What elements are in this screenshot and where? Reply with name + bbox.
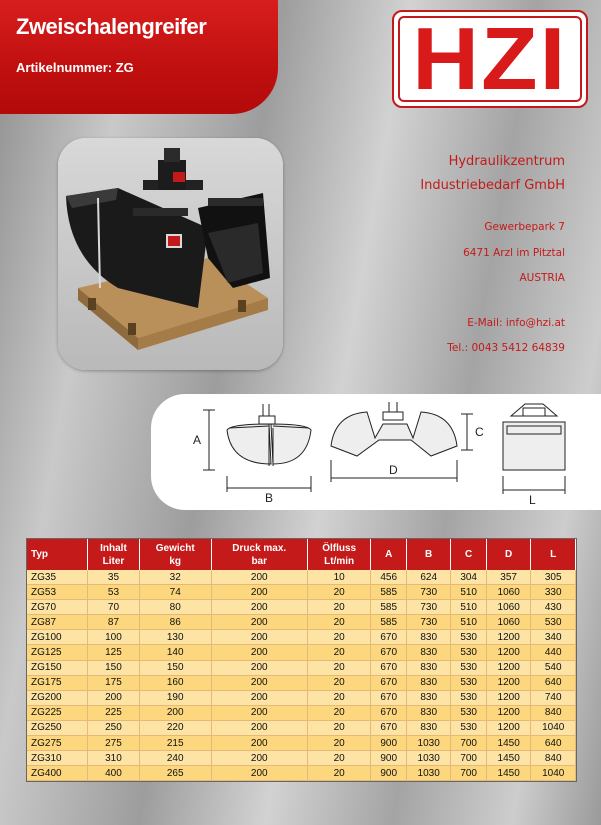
table-cell: 190	[139, 690, 211, 705]
table-row	[27, 600, 576, 615]
table-cell: 200	[211, 615, 307, 630]
table-cell: 1200	[486, 660, 531, 675]
table-cell: ZG200	[27, 690, 88, 705]
table-cell: 440	[531, 645, 576, 660]
table-cell: 670	[371, 675, 406, 690]
table-cell: 530	[451, 645, 486, 660]
table-cell: 830	[406, 675, 451, 690]
table-cell: 150	[88, 660, 140, 675]
table-cell: 200	[211, 690, 307, 705]
table-cell: 35	[88, 570, 140, 585]
table-cell: 530	[451, 690, 486, 705]
table-row	[27, 675, 576, 690]
header-banner	[0, 0, 278, 114]
table-cell: 1200	[486, 705, 531, 720]
table-cell: ZG53	[27, 585, 88, 600]
table-cell: ZG250	[27, 720, 88, 735]
table-cell: 80	[139, 600, 211, 615]
table-cell: 1060	[486, 600, 531, 615]
company-phone: Tel.: 0043 5412 64839	[447, 342, 565, 354]
table-cell: 1030	[406, 751, 451, 766]
table-cell: 86	[139, 615, 211, 630]
table-cell: 305	[531, 570, 576, 585]
column-header	[88, 539, 140, 570]
table-cell: 20	[307, 736, 371, 751]
table-row	[27, 630, 576, 645]
table-cell: 1200	[486, 720, 531, 735]
column-header	[211, 539, 307, 570]
column-header-line1: Druck max.	[232, 542, 287, 554]
column-header-line1: C	[465, 549, 473, 560]
table-cell: 1060	[486, 615, 531, 630]
table-cell: 20	[307, 751, 371, 766]
table-cell: 740	[531, 690, 576, 705]
table-cell: 130	[139, 630, 211, 645]
column-header	[27, 539, 88, 570]
table-cell: 1450	[486, 736, 531, 751]
table-cell: ZG225	[27, 705, 88, 720]
table-cell: 900	[371, 751, 406, 766]
column-header-line1: D	[505, 549, 513, 560]
specification-table	[26, 538, 577, 782]
hzi-logo	[392, 10, 588, 108]
table-row	[27, 570, 576, 585]
table-cell: 20	[307, 690, 371, 705]
table-cell: ZG87	[27, 615, 88, 630]
column-header-line1: Inhalt	[100, 542, 127, 554]
table-row	[27, 615, 576, 630]
table-cell: 700	[451, 751, 486, 766]
table-cell: ZG310	[27, 751, 88, 766]
table-cell: 400	[88, 766, 140, 781]
table-cell: 830	[406, 660, 451, 675]
table-cell: 200	[211, 736, 307, 751]
label-c: C	[475, 425, 484, 439]
table-cell: 1200	[486, 630, 531, 645]
table-cell: 840	[531, 751, 576, 766]
table-row	[27, 585, 576, 600]
table-cell: 200	[211, 630, 307, 645]
table-cell: 200	[139, 705, 211, 720]
table-cell: 830	[406, 690, 451, 705]
table-cell: 265	[139, 766, 211, 781]
table-cell: 585	[371, 600, 406, 615]
table-cell: 1030	[406, 766, 451, 781]
table-cell: 20	[307, 705, 371, 720]
table-cell: 200	[211, 675, 307, 690]
table-cell: 1450	[486, 751, 531, 766]
table-cell: ZG400	[27, 766, 88, 781]
table-cell: 670	[371, 660, 406, 675]
table-cell: 125	[88, 645, 140, 660]
technical-drawing-panel	[151, 394, 601, 510]
table-cell: 585	[371, 585, 406, 600]
table-cell: 20	[307, 766, 371, 781]
table-row	[27, 736, 576, 751]
table-cell: 830	[406, 645, 451, 660]
table-cell: 32	[139, 570, 211, 585]
table-cell: 250	[88, 720, 140, 735]
table-cell: 215	[139, 736, 211, 751]
table-cell: 510	[451, 615, 486, 630]
table-cell: 1060	[486, 585, 531, 600]
table-cell: ZG70	[27, 600, 88, 615]
table-cell: 330	[531, 585, 576, 600]
hzi-logo-inner	[398, 9, 582, 108]
table-cell: 730	[406, 615, 451, 630]
table-row	[27, 645, 576, 660]
table-cell: 175	[88, 675, 140, 690]
table-cell: 340	[531, 630, 576, 645]
column-header	[371, 539, 406, 570]
table-cell: ZG125	[27, 645, 88, 660]
table-cell: 1030	[406, 736, 451, 751]
column-header	[406, 539, 451, 570]
table-cell: 830	[406, 720, 451, 735]
table-cell: 200	[211, 600, 307, 615]
table-cell: 430	[531, 600, 576, 615]
table-cell: 150	[139, 660, 211, 675]
column-header-line1: L	[550, 549, 557, 560]
table-cell: 200	[211, 705, 307, 720]
table-cell: 670	[371, 705, 406, 720]
table-cell: 540	[531, 660, 576, 675]
table-cell: ZG175	[27, 675, 88, 690]
table-cell: 140	[139, 645, 211, 660]
table-cell: 1200	[486, 675, 531, 690]
table-cell: 700	[451, 766, 486, 781]
table-cell: 200	[88, 690, 140, 705]
spec-table	[27, 539, 576, 781]
table-cell: 20	[307, 675, 371, 690]
table-cell: 240	[139, 751, 211, 766]
table-row	[27, 660, 576, 675]
table-cell: 310	[88, 751, 140, 766]
column-header-line2: bar	[251, 555, 268, 567]
table-cell: 456	[371, 570, 406, 585]
table-cell: 530	[451, 630, 486, 645]
table-cell: 20	[307, 600, 371, 615]
page-title: Zweischalengreifer	[16, 14, 207, 39]
table-cell: ZG100	[27, 630, 88, 645]
label-l: L	[529, 493, 536, 507]
column-header-line1: Typ	[31, 549, 49, 560]
table-cell: 1040	[531, 766, 576, 781]
table-cell: 20	[307, 585, 371, 600]
table-cell: 530	[451, 720, 486, 735]
table-cell: 830	[406, 630, 451, 645]
table-cell: ZG275	[27, 736, 88, 751]
table-row	[27, 720, 576, 735]
table-cell: 530	[451, 660, 486, 675]
table-cell: 530	[531, 615, 576, 630]
label-d: D	[389, 463, 398, 477]
table-cell: ZG150	[27, 660, 88, 675]
column-header	[451, 539, 486, 570]
table-cell: 730	[406, 600, 451, 615]
table-cell: 1200	[486, 645, 531, 660]
table-cell: 530	[451, 705, 486, 720]
column-header	[307, 539, 371, 570]
company-name-line2: Industriebedarf GmbH	[420, 178, 565, 193]
technical-drawing	[151, 394, 601, 510]
table-cell: 670	[371, 690, 406, 705]
table-cell: 304	[451, 570, 486, 585]
table-cell: 900	[371, 736, 406, 751]
table-cell: 100	[88, 630, 140, 645]
table-cell: 20	[307, 720, 371, 735]
table-cell: 70	[88, 600, 140, 615]
table-cell: 670	[371, 645, 406, 660]
table-cell: 160	[139, 675, 211, 690]
column-header-line2: Lt/min	[324, 555, 355, 567]
logo-text: HZI	[412, 9, 568, 108]
company-country: AUSTRIA	[519, 272, 565, 284]
table-cell: 510	[451, 600, 486, 615]
table-cell: 53	[88, 585, 140, 600]
column-header-line1: B	[425, 549, 433, 560]
table-cell: ZG35	[27, 570, 88, 585]
label-b: B	[265, 491, 274, 505]
table-cell: 585	[371, 615, 406, 630]
table-cell: 1200	[486, 690, 531, 705]
clamshell-grab-image	[58, 138, 283, 370]
label-a: A	[193, 433, 202, 447]
table-cell: 200	[211, 720, 307, 735]
table-cell: 640	[531, 675, 576, 690]
table-cell: 1450	[486, 766, 531, 781]
table-cell: 200	[211, 766, 307, 781]
table-cell: 20	[307, 630, 371, 645]
table-cell: 530	[451, 675, 486, 690]
table-cell: 730	[406, 585, 451, 600]
table-cell: 670	[371, 720, 406, 735]
column-header	[531, 539, 576, 570]
table-cell: 10	[307, 570, 371, 585]
table-cell: 1040	[531, 720, 576, 735]
company-street: Gewerbepark 7	[484, 221, 565, 233]
table-cell: 830	[406, 705, 451, 720]
table-cell: 200	[211, 660, 307, 675]
company-city: 6471 Arzl im Pitztal	[463, 247, 565, 259]
table-cell: 670	[371, 630, 406, 645]
table-row	[27, 751, 576, 766]
company-name-line1: Hydraulikzentrum	[448, 154, 565, 169]
table-cell: 200	[211, 570, 307, 585]
table-cell: 220	[139, 720, 211, 735]
table-cell: 357	[486, 570, 531, 585]
table-cell: 20	[307, 645, 371, 660]
table-cell: 900	[371, 766, 406, 781]
table-cell: 840	[531, 705, 576, 720]
table-cell: 200	[211, 751, 307, 766]
table-row	[27, 690, 576, 705]
column-header-line2: kg	[169, 555, 182, 567]
article-number: Artikelnummer: ZG	[16, 60, 134, 75]
table-row	[27, 705, 576, 720]
table-cell: 200	[211, 585, 307, 600]
product-photo	[58, 138, 283, 370]
column-header	[139, 539, 211, 570]
table-cell: 624	[406, 570, 451, 585]
table-cell: 510	[451, 585, 486, 600]
table-row	[27, 766, 576, 781]
column-header	[486, 539, 531, 570]
table-header-row	[27, 539, 576, 570]
column-header-line1: Ölfluss	[322, 542, 357, 554]
column-header-line1: A	[385, 549, 393, 560]
table-cell: 200	[211, 645, 307, 660]
company-email[interactable]: E-Mail: info@hzi.at	[467, 317, 565, 329]
column-header-line2: Liter	[102, 555, 125, 567]
table-cell: 700	[451, 736, 486, 751]
table-cell: 74	[139, 585, 211, 600]
table-cell: 20	[307, 615, 371, 630]
table-cell: 225	[88, 705, 140, 720]
table-cell: 87	[88, 615, 140, 630]
table-cell: 640	[531, 736, 576, 751]
column-header-line1: Gewicht	[155, 542, 195, 554]
table-cell: 275	[88, 736, 140, 751]
table-body	[27, 570, 576, 781]
table-cell: 20	[307, 660, 371, 675]
